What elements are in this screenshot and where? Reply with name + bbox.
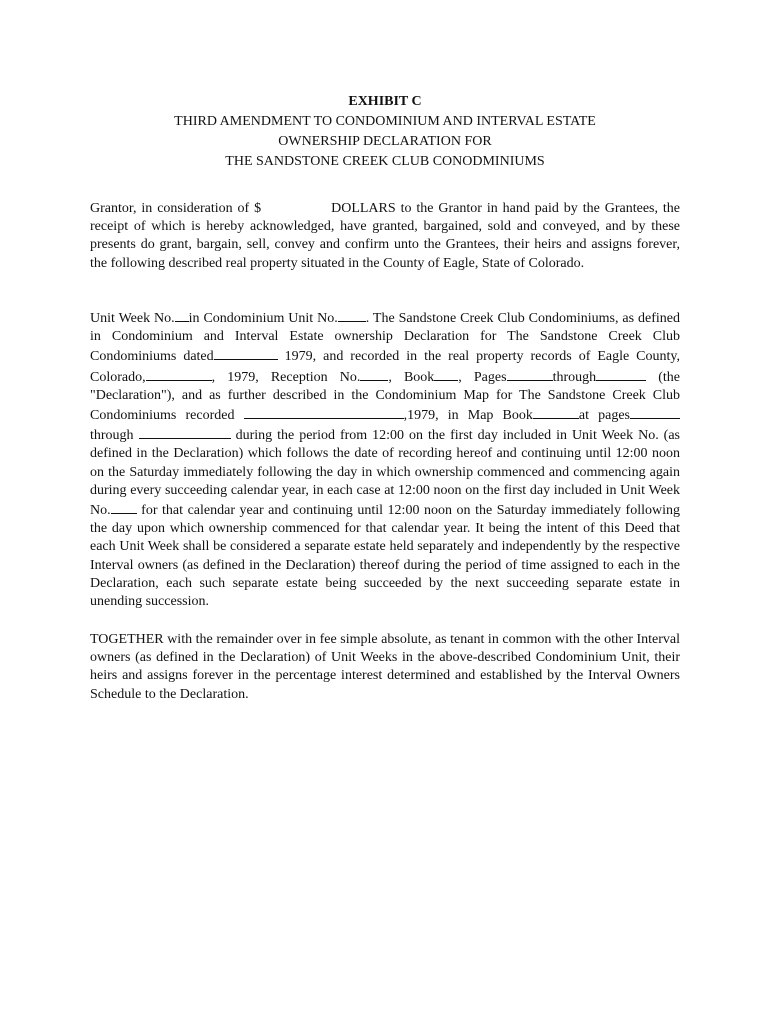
grantor-text-start: Grantor, in consideration of $ [90, 201, 262, 216]
unit-week-text-11: at pages [578, 408, 631, 424]
grantor-text-rest: DOLLARS to the Grantor in hand paid by the Grantees, the receipt of which is hereby acknowledged, have granted, bargained, sold and conveyed, and by these presents do grant, bargain, sell, convey and confirm unto the Grantees, their heirs and assigns forever, the following described real property situated in the County of Eagle, State of Colorado. [90, 201, 680, 271]
unit-week-text-8: through [552, 369, 597, 385]
document-heading [90, 92, 680, 172]
unit-week-text-9: (the "Declaration"), and as further described in the Condominium Map for The Sandstone Creek Club Condominiums recorded [90, 369, 681, 424]
unit-week-text-5: , 1979, Reception No. [211, 369, 361, 385]
map-recorded-blank [244, 405, 404, 419]
pages-from-blank [507, 367, 553, 381]
map-pages-blank [630, 405, 680, 419]
unit-week-text-2: in Condominium Unit No. [188, 311, 338, 326]
heading-line-2: OWNERSHIP DECLARATION FOR [278, 134, 492, 149]
book-blank [434, 367, 458, 381]
date-blank [214, 346, 278, 360]
heading-line-3: THE SANDSTONE CREEK CLUB CONODMINIUMS [225, 154, 545, 169]
map-pages-through-blank [139, 425, 231, 439]
unit-week-text-14: for that calendar year and continuing until 12:00 noon on the Saturday immediately following the day upon which ownership commenced for that calendar year. It being the intent of this Deed that each Unit Week shall be considered a separate estate held separately and independently by the respective Interval owners (as defined in the Declaration) thereof during the period of time assigned to each in the Declaration, each such separate estate being succeeded by the next succeeding separate estate in unending succession. [90, 503, 680, 610]
map-book-blank [533, 405, 579, 419]
unit-week-paragraph [90, 308, 680, 611]
reception-blank [360, 367, 388, 381]
unit-week-text-7: , Pages [458, 369, 507, 385]
recording-date-blank [146, 367, 212, 381]
exhibit-title: EXHIBIT C [348, 94, 422, 109]
unit-week-text-13: during the period from 12:00 on the first day included in Unit Week No. (as defined in the Declaration) which follows the date of recording hereof and continuing until 12:00 noon on the Saturday immediately following the day in which ownership commenced and commencing again during every succeeding calendar year, in each case at 12:00 noon on the first day included in Unit Week No. [90, 428, 681, 519]
pages-to-blank [596, 367, 646, 381]
unit-week-text-4: 1979, and recorded in the real property records of Eagle County, Colorado, [90, 349, 680, 385]
first-day-unit-week-blank [111, 500, 137, 514]
unit-week-text-6: , Book [388, 369, 435, 385]
unit-number-blank [338, 308, 366, 322]
heading-line-1: THIRD AMENDMENT TO CONDOMINIUM AND INTERVAL ESTATE [174, 114, 596, 129]
unit-week-text-10: ,1979, in Map Book [403, 408, 533, 424]
unit-week-text-3: . The Sandstone Creek Club Condominiums, as defined in Condominium and Interval Estate ownership Declaration for The Sandstone Creek Club Condominiums dated [90, 311, 680, 365]
unit-week-text-1: Unit Week No. [90, 311, 175, 326]
unit-week-blank [175, 308, 189, 322]
together-paragraph: TOGETHER with the remainder over in fee simple absolute, as tenant in common with the other Interval owners (as defined in the Declaration) of Unit Weeks in the above-described Condominium Unit, their heirs and assigns forever in the percentage interest determined and established by the Interval Owners Schedule to the Declaration. [90, 632, 680, 702]
unit-week-text-12: through [90, 428, 134, 444]
grantor-paragraph [90, 200, 680, 273]
